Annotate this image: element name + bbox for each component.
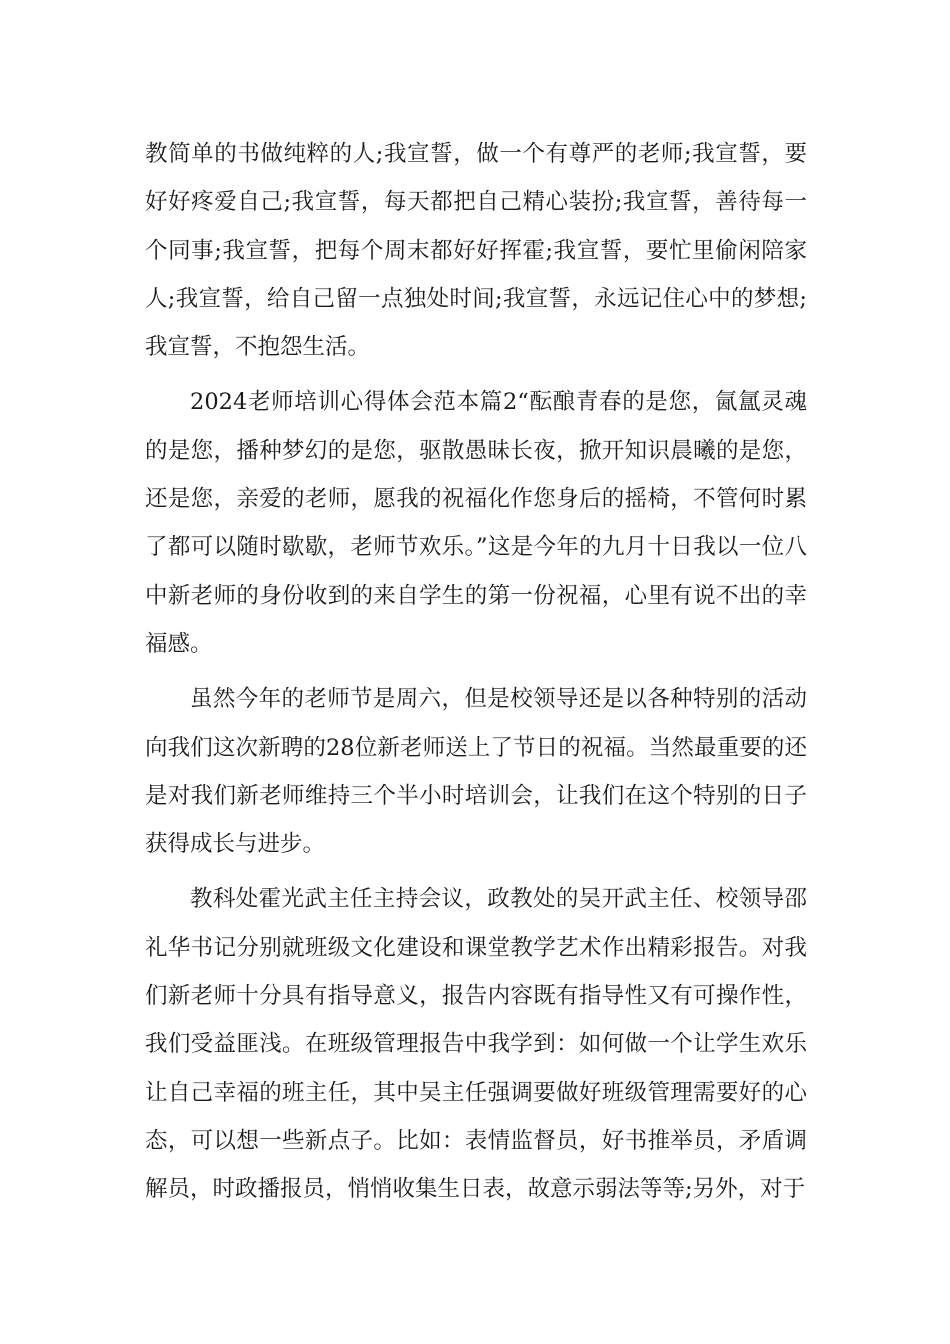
paragraph-2: 2024老师培训心得体会范本篇2“酝酿青春的是您，氤氲灵魂的是您，播种梦幻的是您，驱散愚昧长夜，掀开知识晨曦的是您，还是您，亲爱的老师，愿我的祝福化作您身后的摇椅，不管何时累了都可以随时歇歇，老师节欢乐。”这是今年的九月十日我以一位八中新老师的身份收到的来自学生的第一份祝福，心里有说不出的幸福感。 (145, 389, 807, 657)
document-body (145, 130, 807, 1221)
paragraph-4: 教科处霍光武主任主持会议，政教处的吴开武主任、校领导邵礼华书记分别就班级文化建设和课堂教学艺术作出精彩报告。对我们新老师十分具有指导意义，报告内容既有指导性又有可操作性，我们受益匪浅。在班级管理报告中我学到：如何做一个让学生欢乐让自己幸福的班主任，其中吴主任强调要做好班级管理需要好的心态，可以想一些新点子。比如：表情监督员，好书推举员，矛盾调解员，时政播报员，悄悄收集生日表，故意示弱法等等;另外，对于 (145, 886, 807, 1203)
paragraph-1: 教简单的书做纯粹的人;我宣誓，做一个有尊严的老师;我宣誓，要好好疼爱自己;我宣誓，每天都把自己精心装扮;我宣誓，善待每一个同事;我宣誓，把每个周末都好好挥霍;我宣誓，要忙里偷闲陪家人;我宣誓，给自己留一点独处时间;我宣誓，永远记住心中的梦想;我宣誓，不抱怨生活。 (145, 141, 807, 361)
paragraph-3: 虽然今年的老师节是周六，但是校领导还是以各种特别的活动向我们这次新聘的28位新老师送上了节日的祝福。当然最重要的还是对我们新老师维持三个半小时培训会，让我们在这个特别的日子获得成长与进步。 (145, 686, 807, 858)
